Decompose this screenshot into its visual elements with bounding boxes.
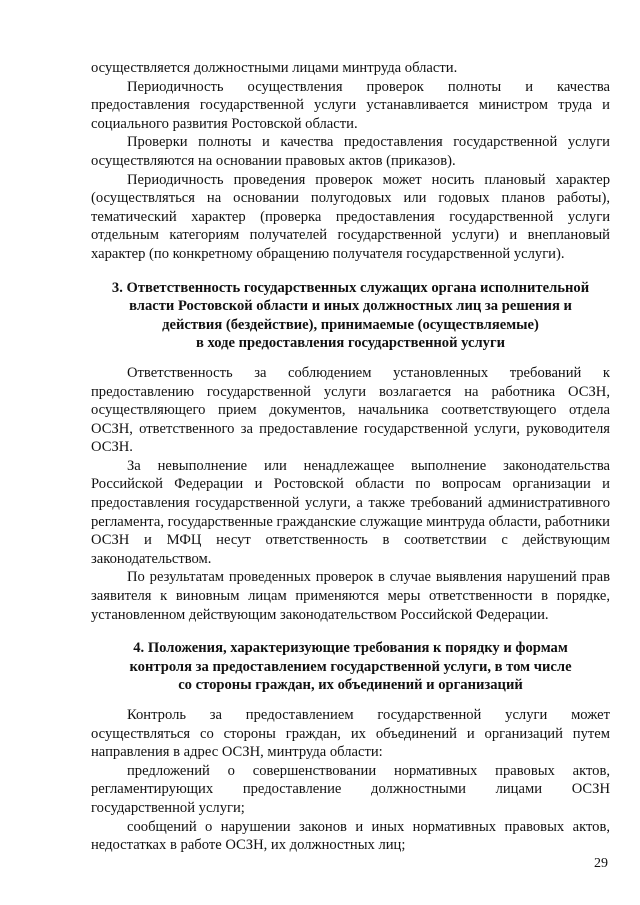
section-3-heading-line: власти Ростовской области и иных должностных лиц за решения и (129, 298, 572, 315)
section-4-heading-line: контроля за предоставлением государственной услуги, в том числе (129, 658, 572, 675)
section-4-heading-line: 4. Положения, характеризующие требования к порядку и формам (133, 640, 568, 657)
section-3-heading-line: действия (бездействие), принимаемые (осуществляемые) (162, 316, 539, 333)
document-page (91, 59, 610, 855)
paragraph-proposals: предложений о совершенствовании нормативных правовых актов, регламентирующих предоставление должностными лицами ОСЗН государственной услуги; (91, 762, 610, 816)
paragraph-inspection-results: По результатам проведенных проверок в случае выявления нарушений прав заявителя к виновным лицам применяются меры ответственности в порядке, установленном действующим законодательством Российской Федерации. (91, 569, 610, 623)
paragraph-liability: За невыполнение или ненадлежащее выполнение законодательства Российской Федерации и Ростовской области по вопросам организации и предоставления государственной услуги, а также требований административного регламента, государственные гражданские служащие минтруда области, работники ОСЗН и МФЦ несут ответственность в соответствии с действующим законодательством. (91, 457, 610, 567)
paragraph-continuation: осуществляется должностными лицами минтруда области. (91, 60, 458, 76)
section-3-heading-line: в ходе предоставления государственной услуги (195, 335, 506, 352)
paragraph-inspection-character: Периодичность проведения проверок может носить плановый характер (осуществляться на основании полугодовых или годовых планов работы), тематический характер (проверка предоставления государственной услуги отдельным категориям получателей государственной услуги) и внеплановый характер (по конкретному обращению получателя государственной услуги). (91, 171, 610, 262)
section-4-heading-line: со стороны граждан, их объединений и организаций (178, 677, 523, 694)
section-4-heading (91, 639, 610, 695)
paragraph-inspection-frequency-setter: Периодичность осуществления проверок полноты и качества предоставления государственной услуги устанавливается министром труда и социального развития Ростовской области. (91, 78, 610, 132)
section-3-heading (91, 279, 610, 353)
paragraph-reports: сообщений о нарушении законов и иных нормативных правовых актов, недостатках в работе ОСЗН, их должностных лиц; (91, 818, 610, 854)
section-3-heading-line: 3. Ответственность государственных служащих органа исполнительной (111, 279, 590, 296)
paragraph-responsibility: Ответственность за соблюдением установленных требований к предоставлению государственной услуги возлагается на работника ОСЗН, осуществляющего прием документов, начальника соответствующего отдела ОСЗН, ответственного за предоставление государственной услуги, руководителя ОСЗН. (91, 364, 610, 456)
paragraph-inspection-basis: Проверки полноты и качества предоставления государственной услуги осуществляются на основании правовых актов (приказов). (91, 134, 610, 169)
page-number: 29 (594, 856, 608, 871)
paragraph-public-control: Контроль за предоставлением государственной услуги может осуществляться со стороны граждан, их объединений и организаций путем направления в адрес ОСЗН, минтруда области: (91, 707, 610, 761)
